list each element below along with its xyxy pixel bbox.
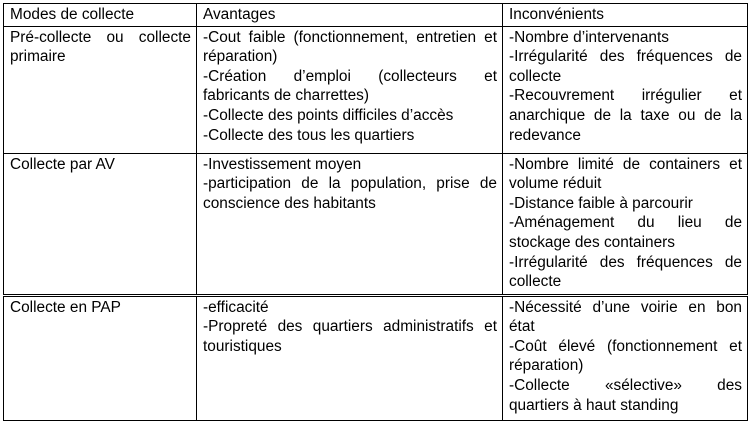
avantage-item: -Collecte des points difficiles d’accès <box>203 106 454 124</box>
mode-cell <box>4 295 197 420</box>
table-row <box>4 295 748 420</box>
avantages-cell <box>197 153 503 295</box>
inconvenient-item: -Irrégularité des fréquences de collecte <box>509 48 742 85</box>
inconvenient-item: -Nécessité d’une voirie en bon état <box>509 298 742 336</box>
inconvenient-item: -Distance faible à parcourir <box>509 194 693 212</box>
mode-cell <box>4 26 197 153</box>
inconvenients-cell <box>503 26 748 153</box>
avantage-item: -Collecte des tous les quartiers <box>203 126 415 144</box>
header-inconvenients: Inconvénients <box>503 4 748 27</box>
avantage-item: -efficacité <box>203 298 269 316</box>
inconvenient-item: -Nombre d’intervenants <box>509 28 669 46</box>
table-row <box>4 26 748 153</box>
mode-cell <box>4 153 197 295</box>
avantage-item: -participation de la population, prise de conscience des habitants <box>203 175 497 212</box>
inconvenients-cell <box>503 295 748 420</box>
header-avantages: Avantages <box>197 4 503 27</box>
mode-label: Collecte en PAP <box>10 298 121 316</box>
inconvenient-item: -Coût élevé (fonctionnement et réparation) <box>509 337 742 375</box>
inconvenient-item: -Recouvrement irrégulier et anarchique de la taxe ou de la redevance <box>509 87 742 144</box>
avantages-cell <box>197 295 503 420</box>
avantage-item: -Investissement moyen <box>203 155 362 173</box>
inconvenient-item: -Aménagement du lieu de stockage des containers <box>509 214 742 251</box>
header-row <box>4 4 748 27</box>
inconvenients-cell <box>503 153 748 295</box>
mode-label: Collecte par AV <box>10 155 115 173</box>
avantages-cell <box>197 26 503 153</box>
table-row <box>4 153 748 295</box>
avantage-item: -Propreté des quartiers administratifs et touristiques <box>203 318 497 355</box>
inconvenient-item: -Irrégularité des fréquences de collecte <box>509 253 742 291</box>
inconvenient-item: -Collecte «sélective» des quartiers à haut standing <box>509 376 742 414</box>
mode-label: Pré-collecte ou collecte primaire <box>10 28 191 66</box>
avantage-item: -Cout faible (fonctionnement, entretien et réparation) <box>203 28 497 66</box>
avantage-item: -Création d’emploi (collecteurs et fabricants de charrettes) <box>203 67 497 105</box>
collection-modes-table <box>3 3 748 421</box>
header-modes: Modes de collecte <box>4 4 197 27</box>
inconvenient-item: -Nombre limité de containers et volume réduit <box>509 155 742 193</box>
